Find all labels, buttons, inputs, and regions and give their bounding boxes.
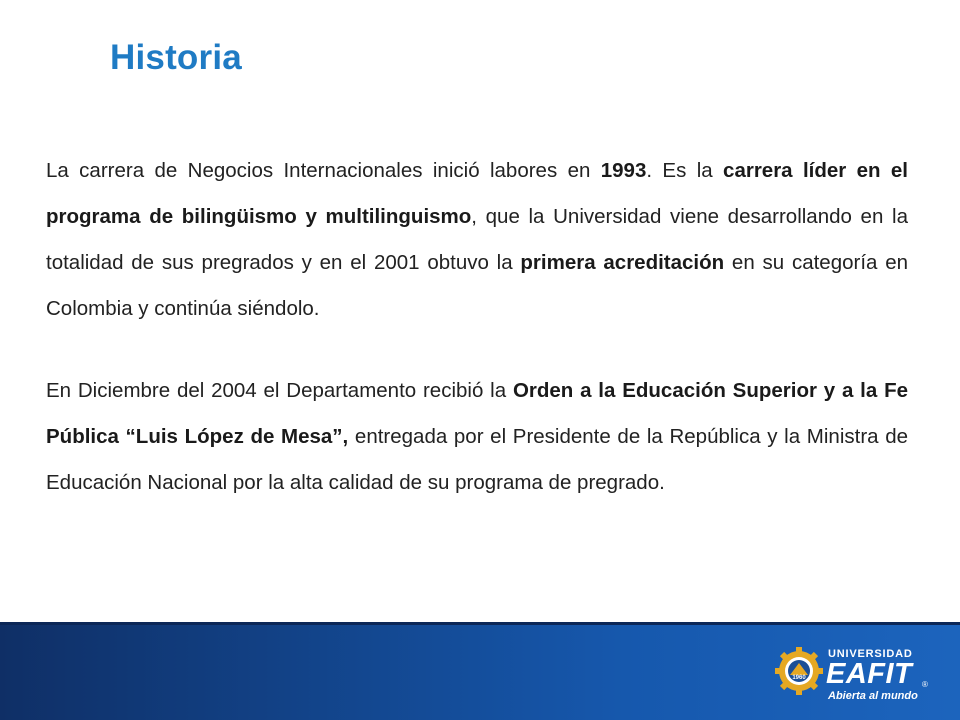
eafit-logo (774, 646, 934, 710)
paragraph-1-bold-2: carrera líder en el programa de bilingüismo y multilinguismo (46, 159, 909, 228)
paragraph-2-text-1: En Diciembre del 2004 el Departamento recibió la (46, 379, 513, 402)
paragraph-history-1 (46, 148, 908, 332)
paragraph-1-text-2: . Es la (646, 159, 724, 182)
footer-divider (0, 622, 960, 625)
paragraph-1-bold-3: primera acreditación (520, 251, 725, 274)
paragraph-history-2 (46, 368, 908, 506)
paragraph-1-text-4: en su categoría en Colombia y continúa siéndolo. (46, 251, 908, 320)
slide-title: Historia (110, 38, 242, 77)
paragraph-2-bold-1: Orden a la Educación Superior y a la Fe Pública “Luis López de Mesa”, (46, 379, 908, 448)
paragraph-2-text-2: entregada por el Presidente de la República y la Ministra de Educación Nacional por la alta calidad de su programa de pregrado. (46, 425, 908, 494)
paragraph-1-text-3: , que la Universidad viene desarrollando en la totalidad de sus pregrados y en el 2001 obtuvo la (46, 205, 908, 274)
paragraph-1-text-1: La carrera de Negocios Internacionales inició labores en (46, 159, 601, 182)
logo-name: EAFIT (826, 658, 913, 690)
paragraph-1-bold-1: 1993 (600, 159, 647, 182)
logo-registered-mark: ® (922, 680, 928, 689)
seal-year: 1960 (792, 675, 806, 681)
logo-tagline: Abierta al mundo (828, 690, 918, 702)
logo-university-label: UNIVERSIDAD (828, 648, 913, 660)
eafit-seal-icon (774, 646, 824, 696)
slide-body (46, 148, 908, 506)
